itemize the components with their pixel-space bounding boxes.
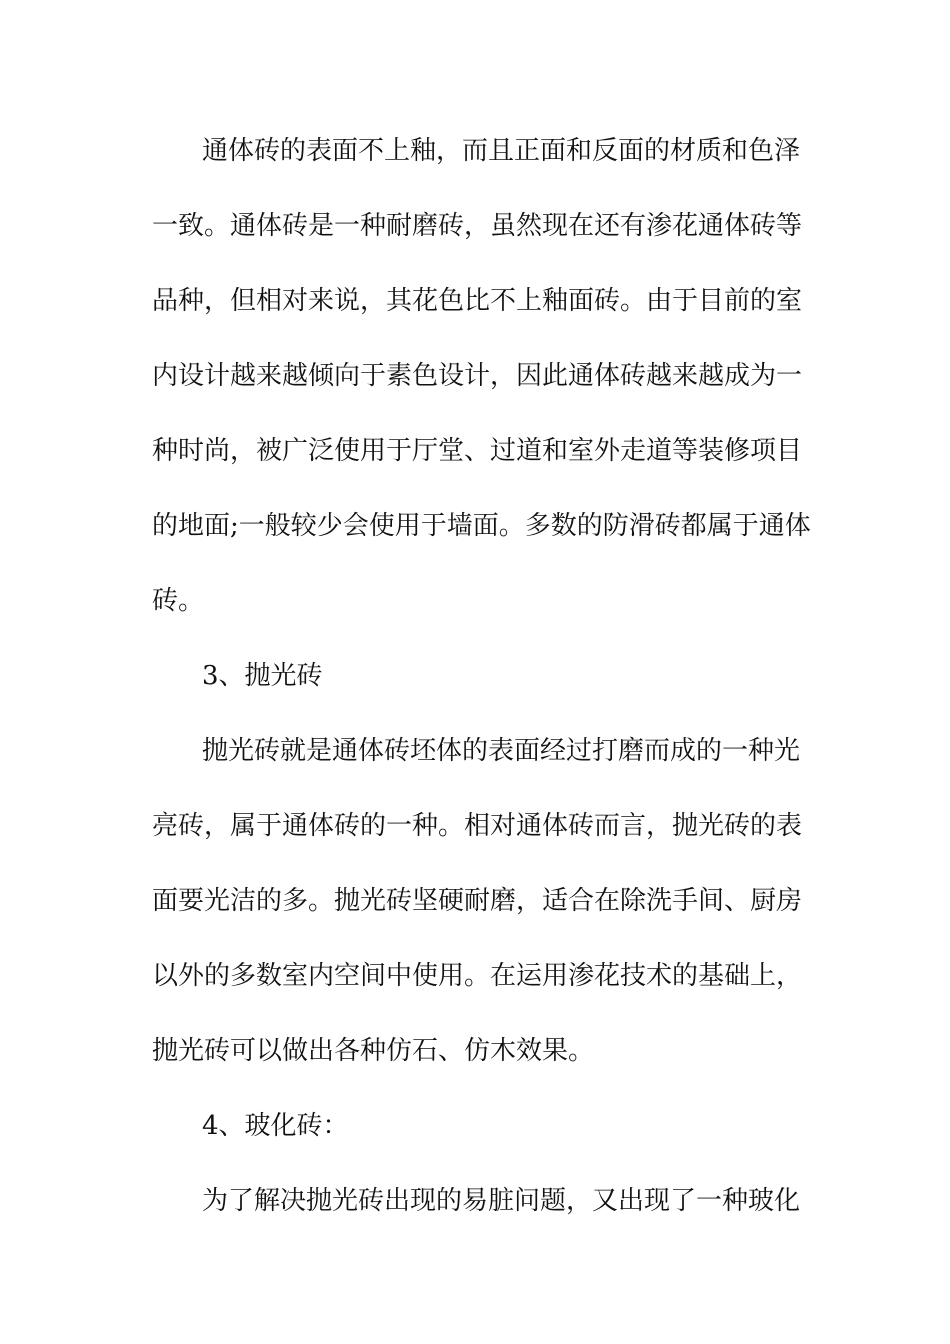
paragraph-3-line-1: 为了解决抛光砖出现的易脏问题，又出现了一种玻化 [202, 1186, 801, 1216]
paragraph-1-line-2: 一致。通体砖是一种耐磨砖，虽然现在还有渗花通体砖等 [152, 211, 803, 241]
paragraph-1-line-5: 种时尚，被广泛使用于厅堂、过道和室外走道等装修项目 [152, 436, 803, 466]
paragraph-2-line-5: 抛光砖可以做出各种仿石、仿木效果。 [152, 1036, 595, 1066]
paragraph-2-line-3: 面要光洁的多。抛光砖坚硬耐磨，适合在除洗手间、厨房 [152, 886, 803, 916]
paragraph-2-line-4: 以外的多数室内空间中使用。在运用渗花技术的基础上， [152, 961, 803, 991]
paragraph-1-line-6: 的地面;一般较少会使用于墙面。多数的防滑砖都属于通体 [152, 511, 811, 541]
paragraph-1-line-7: 砖。 [152, 586, 205, 616]
section-heading-3: 3、抛光砖 [202, 661, 323, 691]
paragraph-1-line-4: 内设计越来越倾向于素色设计，因此通体砖越来越成为一 [152, 361, 803, 391]
paragraph-1-line-3: 品种，但相对来说，其花色比不上釉面砖。由于目前的室 [152, 286, 803, 316]
section-heading-4: 4、玻化砖： [202, 1111, 349, 1141]
paragraph-2-line-2: 亮砖，属于通体砖的一种。相对通体砖而言，抛光砖的表 [152, 811, 803, 841]
paragraph-2-line-1: 抛光砖就是通体砖坯体的表面经过打磨而成的一种光 [202, 736, 801, 766]
paragraph-1-line-1: 通体砖的表面不上釉，而且正面和反面的材质和色泽 [202, 136, 801, 166]
